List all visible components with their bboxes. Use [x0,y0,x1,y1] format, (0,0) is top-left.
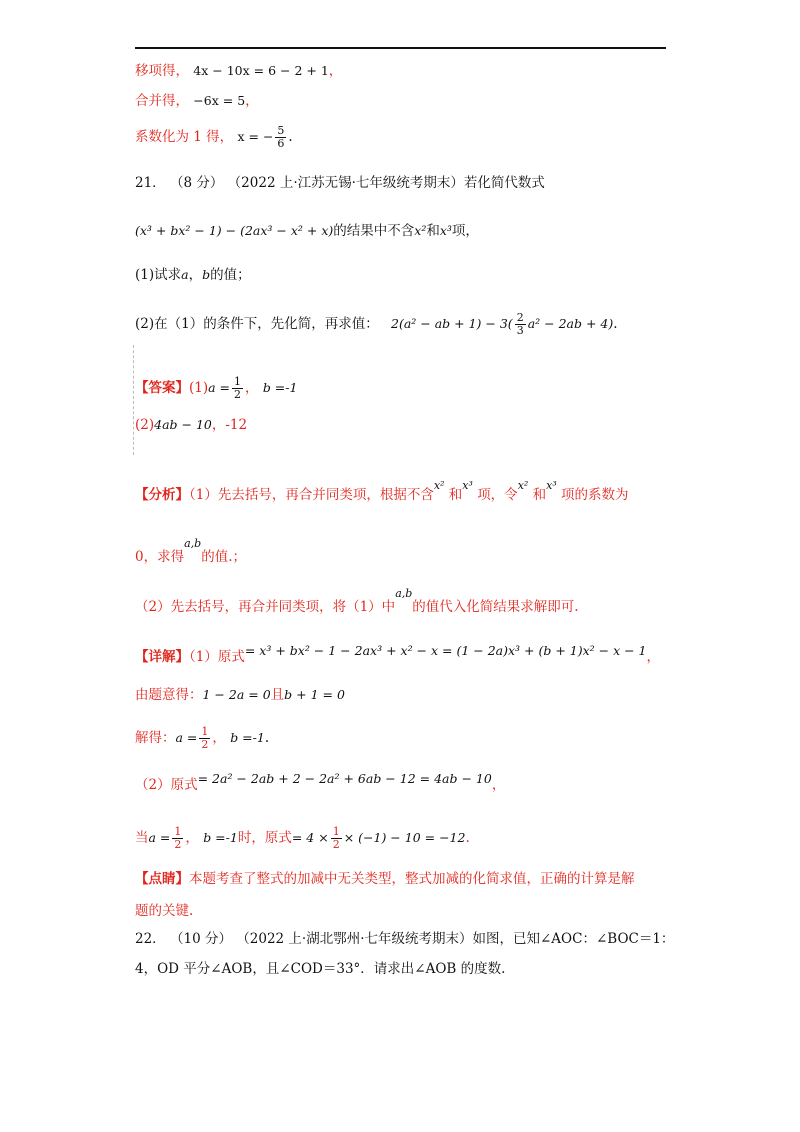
detail-line1: 【详解】（1）原式= x³ + bx² − 1 − 2ax³ + x² − x = (1 − 2a)x³ + (b + 1)x² − x − 1， [135,643,661,665]
q22-line2: 4，OD 平分∠AOB，且∠COD＝33°．请求出∠AOB 的度数. [135,961,506,977]
answer-part2: (2)4ab − 10，-12 [135,417,248,433]
comment-line2: 题的关键. [135,903,194,919]
detail-line5: 当a = $\frac{1}{2}$ ， b =-1时，原式= 4 × $\frac{1}{2}$ × (−1) − 10 = −12. [135,825,470,851]
detail-line4: （2）原式= 2a² − 2ab + 2 − 2a² + 6ab − 12 = 4ab − 10， [135,771,506,793]
q21-part2: (2)在（1）的条件下，先化简，再求值： 2(a² − ab + 1) − 3( $\frac{2}{3}$ a² − 2ab + 4). [135,311,618,337]
step-move-terms: 移项得， 4x − 10x = 6 − 2 + 1， [135,63,343,79]
analysis-line1: 【分析】（1）先去括号，再合并同类项，根据不含$^{x^2}$ 和$^{x^3}$ 项，令$^{x^2}$ 和$^{x^3}$ 项的系数为 [135,479,629,503]
analysis-line2: 0，求得$^{a,b}$的值.； [135,537,246,565]
answer-part1: 【答案】(1)a = $\frac{1}{2}$ ， b =-1 [135,375,298,401]
detail-line3: 解得：a = $\frac{1}{2}$ ， b =-1. [135,725,270,751]
q22-line1: 22． （10 分） （2022 上·湖北鄂州·七年级统考期末）如图，已知∠AOC：∠BOC＝1： [135,931,675,947]
q21-part1: (1)试求a，b的值； [135,267,251,283]
step-coefficient: 系数化为 1 得， x = − $\frac{5}{6}$ . [135,124,293,150]
detail-line2: 由题意得：1 − 2a = 0且b + 1 = 0 [135,687,345,703]
q21-header: 21． （8 分） （2022 上·江苏无锡·七年级统考期末）若化简代数式 [135,175,545,191]
step-combine: 合并得， −6x = 5， [135,93,259,109]
comment-line1: 【点睛】本题考查了整式的加减中无关类型，整式加减的化简求值，正确的计算是解 [135,871,635,887]
q21-expression: (x³ + bx² − 1) − (2ax³ − x² + x)的结果中不含x²和x³项， [135,223,479,239]
header-rule [135,47,666,49]
analysis-line3: （2）先去括号，再合并同类项，将（1）中$^{a,b}$的值代入化简结果求解即可. [135,587,579,615]
